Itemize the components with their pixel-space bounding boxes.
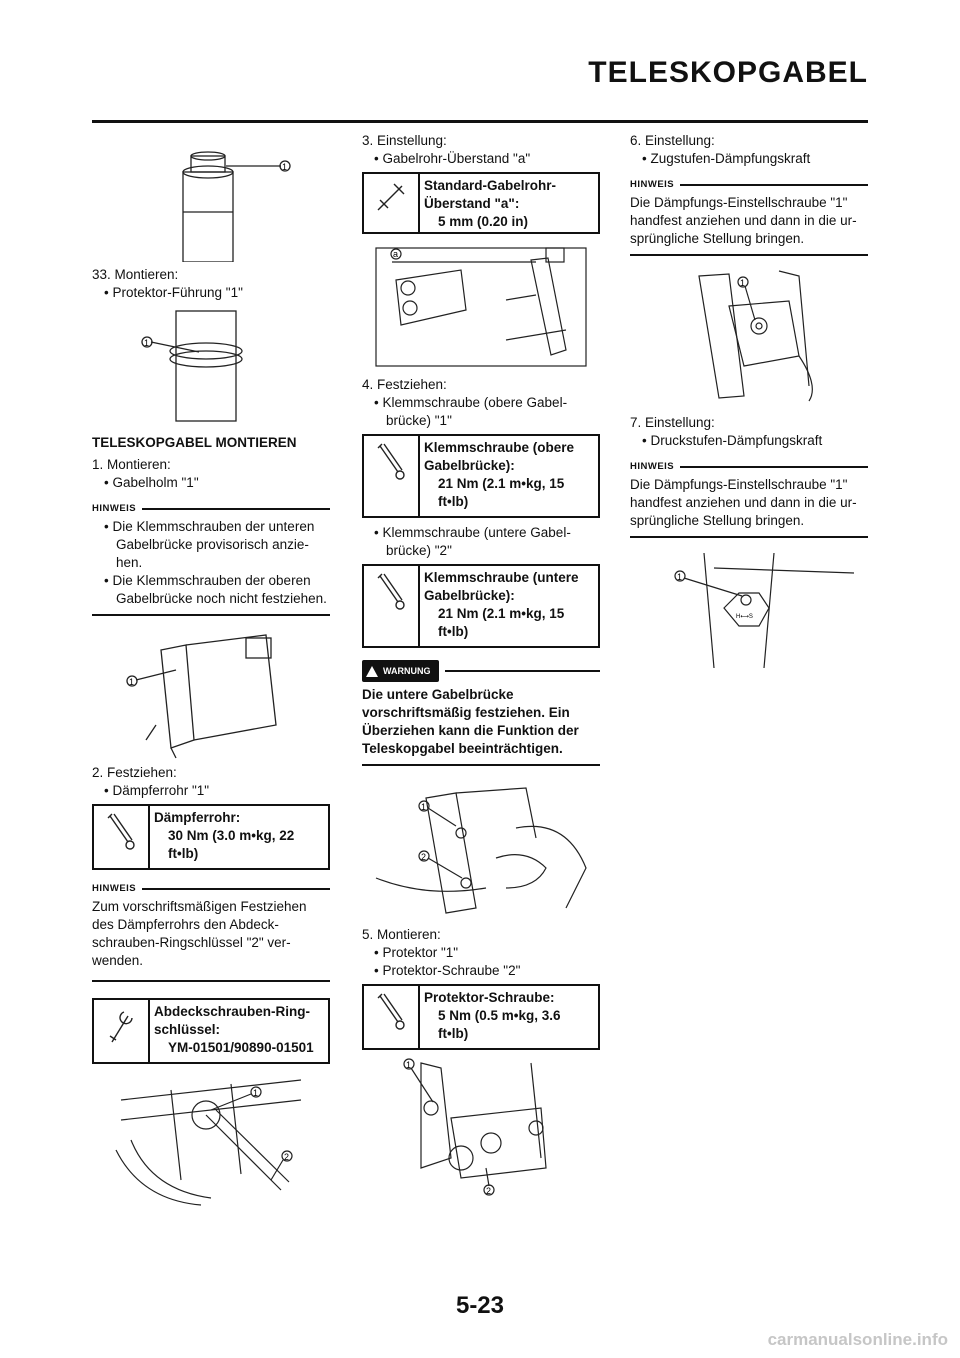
note-header — [630, 176, 868, 194]
header-rule — [92, 120, 868, 123]
callout-1: 1 — [677, 572, 683, 582]
warning-label: WARNUNG — [383, 666, 431, 676]
page-number: 5-23 — [455, 1292, 505, 1319]
note-bullet: • Die Klemmschrauben der oberen Gabelbrücke noch nicht festziehen. — [104, 573, 327, 606]
illustration-lower-bracket — [366, 778, 596, 918]
spec-box — [362, 172, 600, 234]
spec-value: YM-01501/90890-01501 — [168, 1040, 314, 1055]
callout-a: a — [393, 249, 399, 259]
note-bullet: • Die Klemmschrauben der unteren Gabelbrücke provisorisch anzie-hen. — [104, 519, 315, 570]
dial-label: H⟷S — [736, 614, 753, 620]
illustration-compression-adjuster — [644, 548, 854, 678]
torque-wrench-icon — [364, 986, 420, 1048]
step-33-bullet: • Protektor-Führung "1" — [104, 285, 243, 300]
callout-1: 1 — [144, 338, 150, 348]
step-4-bullet: • Klemmschraube (obere Gabel-brücke) "1" — [374, 395, 568, 428]
callout-1: 1 — [406, 1060, 412, 1070]
column-1 — [92, 132, 330, 1210]
callout-1: 1 — [740, 278, 746, 288]
illustration-fork-protrusion — [366, 240, 596, 370]
step-6-bullet: • Zugstufen-Dämpfungskraft — [642, 151, 811, 166]
watermark: carmanualsonline.info — [767, 1330, 948, 1349]
spec-box — [362, 434, 600, 518]
spec-title: Klemmschraube (untere Gabelbrücke): — [424, 570, 579, 603]
note-body: Zum vorschriftsmäßigen Festziehen des Dämpferrohrs den Abdeck-schrauben-Ringschlüssel "2" ver-wenden. — [92, 898, 330, 982]
note-header — [92, 500, 330, 518]
wrench-tool-icon — [94, 1000, 150, 1062]
step-1-bullet: • Gabelholm "1" — [104, 475, 199, 490]
spec-value: 5 Nm (0.5 m•kg, 3.6 ft•lb) — [438, 1008, 561, 1041]
step-5-bullet: • Protektor "1" — [374, 945, 459, 960]
step-2-bullet: • Dämpferrohr "1" — [104, 783, 210, 798]
step-2: 2. Festziehen: — [92, 765, 177, 780]
callout-2: 2 — [486, 1186, 492, 1196]
spec-title: Protektor-Schraube: — [424, 990, 555, 1005]
warning-header — [362, 660, 600, 682]
step-1: 1. Montieren: — [92, 457, 171, 472]
column-2 — [362, 132, 600, 1198]
step-7-bullet: • Druckstufen-Dämpfungskraft — [642, 433, 823, 448]
callout-2: 2 — [421, 852, 427, 862]
illustration-protector-guide — [121, 306, 301, 426]
spec-title: Abdeckschrauben-Ring-schlüssel: — [154, 1004, 311, 1037]
note-body: Die Dämpfungs-Einstellschraube "1" handfest anziehen und dann in die ur-sprüngliche Stellung bringen. — [630, 476, 868, 538]
spec-value: 5 mm (0.20 in) — [438, 214, 529, 229]
note-label: HINWEIS — [630, 179, 675, 190]
spec-value: 30 Nm (3.0 m•kg, 22 ft•lb) — [168, 828, 295, 861]
step-3-bullet: • Gabelrohr-Überstand "a" — [374, 151, 531, 166]
warning-badge — [362, 660, 439, 682]
spec-value: 21 Nm (2.1 m•kg, 15 ft•lb) — [438, 476, 565, 509]
spec-value: 21 Nm (2.1 m•kg, 15 ft•lb) — [438, 606, 565, 639]
note-header — [92, 880, 330, 898]
step-3: 3. Einstellung: — [362, 133, 447, 148]
spec-box — [92, 804, 330, 870]
warning-icon — [366, 666, 378, 677]
note-body: Die Dämpfungs-Einstellschraube "1" handfest anziehen und dann in die ur-sprüngliche Stellung bringen. — [630, 194, 868, 256]
caliper-icon — [364, 174, 420, 232]
step-4-bullet: • Klemmschraube (untere Gabel-brücke) "2" — [374, 525, 571, 558]
note-label: HINWEIS — [92, 883, 137, 894]
note-label: HINWEIS — [92, 503, 137, 514]
callout-1: 1 — [421, 802, 427, 812]
callout-1: 1 — [253, 1088, 259, 1098]
torque-wrench-icon — [364, 436, 420, 516]
note-label: HINWEIS — [630, 461, 675, 472]
spec-box — [362, 564, 600, 648]
illustration-protector — [381, 1058, 581, 1198]
step-33: 33. Montieren: — [92, 267, 179, 282]
callout-2: 2 — [284, 1152, 290, 1162]
spec-box — [92, 998, 330, 1064]
column-3 — [630, 132, 868, 678]
warning-text: Die untere Gabelbrücke vorschriftsmäßig festziehen. Ein Überziehen kann die Funktion der Teleskopgabel beeinträchtigen. — [362, 686, 600, 766]
torque-wrench-icon — [364, 566, 420, 646]
spec-title: Dämpferrohr: — [154, 810, 241, 825]
step-5: 5. Montieren: — [362, 927, 441, 942]
note-body — [92, 518, 330, 616]
callout-1: 1 — [129, 677, 135, 687]
callout-1: 1 — [282, 162, 288, 172]
torque-wrench-icon — [94, 806, 150, 868]
step-6: 6. Einstellung: — [630, 133, 715, 148]
step-4: 4. Festziehen: — [362, 377, 447, 392]
note-header — [630, 458, 868, 476]
page-title: TELESKOPGABEL — [588, 56, 868, 89]
illustration-ring-wrench — [111, 1070, 311, 1210]
spec-title: Standard-Gabelrohr-Überstand "a": — [424, 178, 557, 211]
spec-box — [362, 984, 600, 1050]
step-7: 7. Einstellung: — [630, 415, 715, 430]
illustration-fork-leg — [116, 630, 306, 760]
section-heading: TELESKOPGABEL MONTIEREN — [92, 435, 297, 450]
step-5-bullet: • Protektor-Schraube "2" — [374, 963, 521, 978]
illustration-fork-top — [121, 132, 301, 262]
spec-title: Klemmschraube (obere Gabelbrücke): — [424, 440, 575, 473]
illustration-rebound-adjuster — [649, 266, 849, 406]
